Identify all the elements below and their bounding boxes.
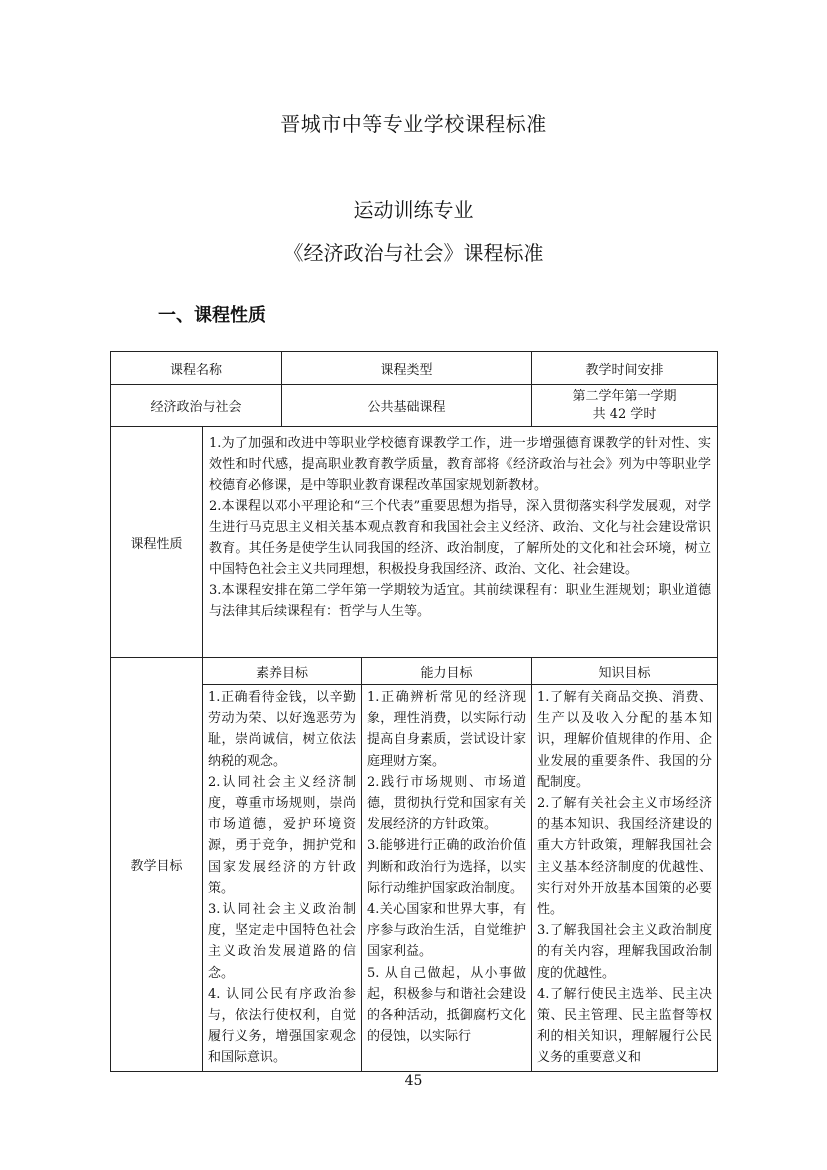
nature-paragraph: 1.为了加强和改进中等职业学校德育课教学工作，进一步增强德育课教学的针对性、实效性和时代感，提高职业教育教学质量，教育部将《经济政治与社会》列为中等职业学校德育必修课，是中等职业教育课程改革国家规划新教材。	[209, 436, 712, 493]
header-schedule: 教学时间安排	[532, 352, 718, 385]
ability-goal-item: 3.能够进行正确的政治价值判断和政治行为选择，以实际行动维护国家政治制度。	[367, 838, 527, 896]
schedule-term: 第二学年第一学期	[572, 388, 677, 404]
course-type-value: 公共基础课程	[282, 385, 532, 427]
header-course-name: 课程名称	[111, 352, 282, 385]
goal-header-knowledge: 知识目标	[532, 658, 718, 685]
literacy-goal-item: 4. 认同公民有序政治参与，依法行使权利，自觉履行义务，增强国家观念和国际意识。	[208, 986, 357, 1066]
schedule-hours: 共 42 学时	[592, 406, 657, 422]
knowledge-goals	[532, 685, 718, 1072]
table-row	[111, 385, 718, 427]
page-number: 45	[404, 1073, 423, 1089]
goal-header-ability: 能力目标	[362, 658, 532, 685]
ability-goal-item: 2.践行市场规则、市场道德，贯彻执行党和国家有关发展经济的方针政策。	[367, 774, 527, 833]
goal-header-literacy: 素养目标	[203, 658, 362, 685]
knowledge-goal-item: 1.了解有关商品交换、消费、生产以及收入分配的基本知识，理解价值规律的作用、企业发展的重要条件、我国的分配制度。	[537, 690, 713, 790]
major-title: 运动训练专业	[353, 198, 474, 222]
section-heading: 一、课程性质	[158, 305, 266, 326]
ability-goal-item: 1.正确辨析常见的经济现象，理性消费，以实际行动提高自身素质，尝试设计家庭理财方案。	[367, 690, 527, 769]
table-header-row	[111, 352, 718, 385]
nature-paragraph: 2.本课程以邓小平理论和“三个代表”重要思想为指导，深入贯彻落实科学发展观，对学生进行马克思主义相关基本观点教育和我国社会主义经济、政治、文化与社会建设常识教育。其任务是使学生认同我国的经济、政治制度，了解所处的文化和社会环境，树立中国特色社会主义共同理想，积极投身我国经济、政治、文化、社会建设。	[209, 499, 712, 577]
ability-goals	[362, 685, 532, 1072]
literacy-goal-item: 1.正确看待金钱，以辛勤劳动为荣、以好逸恶劳为耻，崇尚诚信，树立依法纳税的观念。	[208, 690, 357, 769]
knowledge-goal-item: 2.了解有关社会主义市场经济的基本知识、我国经济建设的重大方针政策，理解我国社会主义基本经济制度的优越性、实行对外开放基本国策的必要性。	[537, 796, 713, 918]
ability-goal-item: 4.关心国家和世界大事，有序参与政治生活，自觉维护国家利益。	[367, 902, 527, 960]
knowledge-goal-item: 3.了解我国社会主义政治制度的有关内容，理解我国政治制度的优越性。	[537, 923, 713, 981]
header-course-type: 课程类型	[282, 352, 532, 385]
course-standard-title: 《经济政治与社会》课程标准	[283, 241, 544, 265]
literacy-goal-item: 3.认同社会主义政治制度，坚定走中国特色社会主义政治发展道路的信念。	[208, 902, 357, 981]
course-table	[110, 351, 718, 1072]
course-name-value: 经济政治与社会	[111, 385, 282, 427]
ability-goal-item: 5. 从自己做起，从小事做起，积极参与和谐社会建设的各种活动，抵御腐朽文化的侵蚀，以实际行	[367, 965, 527, 1045]
course-nature-row	[111, 427, 718, 658]
schedule-value	[532, 385, 718, 427]
document-title: 晋城市中等专业学校课程标准	[280, 112, 547, 136]
literacy-goals	[203, 685, 362, 1072]
goals-content-row	[111, 685, 718, 1072]
goals-header-row	[111, 658, 718, 685]
literacy-goal-item: 2.认同社会主义经济制度，尊重市场规则，崇尚市场道德，爱护环境资源，勇于竞争，拥护党和国家发展经济的方针政策。	[208, 774, 357, 896]
course-nature-label: 课程性质	[111, 427, 203, 658]
teaching-goals-label: 教学目标	[111, 658, 203, 1072]
knowledge-goal-item: 4.了解行使民主选举、民主决策、民主管理、民主监督等权利的相关知识，理解履行公民义务的重要意义和	[537, 986, 713, 1066]
course-nature-content	[203, 427, 718, 658]
nature-paragraph: 3.本课程安排在第二学年第一学期较为适宜。其前续课程有：职业生涯规划；职业道德与法律其后续课程有：哲学与人生等。	[209, 583, 712, 619]
